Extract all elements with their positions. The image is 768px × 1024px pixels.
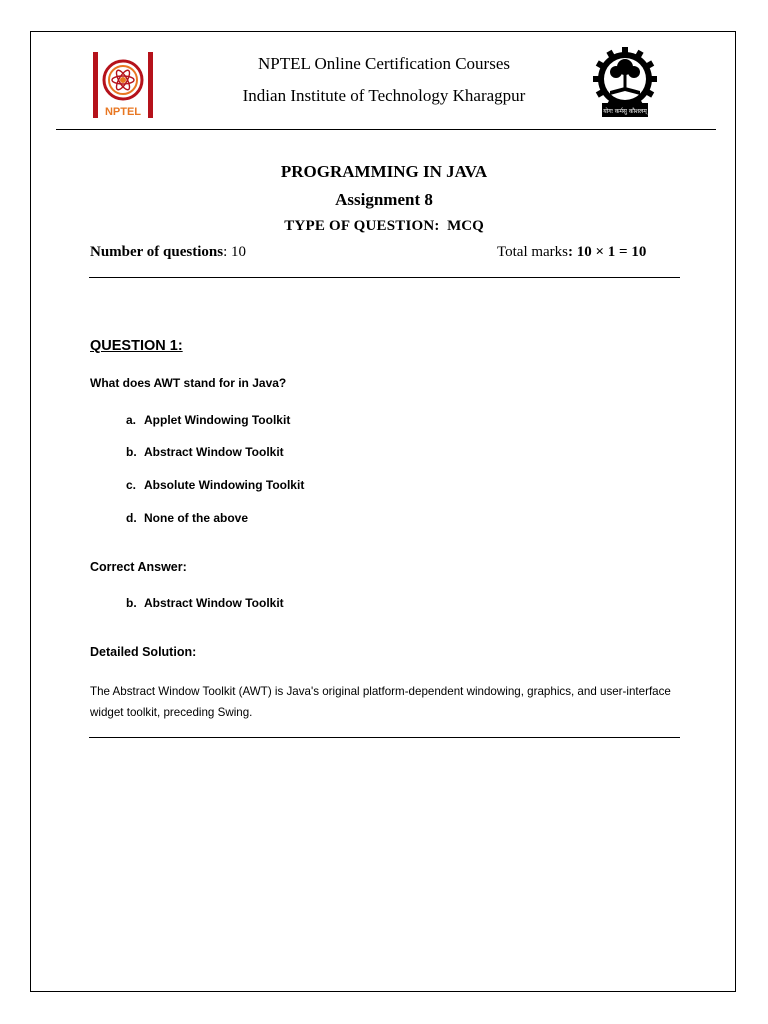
correct-answer: [126, 596, 284, 610]
correct-answer-heading: Correct Answer:: [90, 560, 187, 574]
total-marks: [497, 244, 646, 261]
course-title: PROGRAMMING IN JAVA: [280, 162, 488, 181]
number-of-questions-value: : 10: [223, 244, 246, 260]
total-marks-label: Total marks: [497, 244, 569, 260]
correct-answer-letter: b.: [126, 596, 137, 610]
assignment-title: Assignment 8: [335, 190, 433, 209]
option-c: [126, 478, 304, 492]
iit-logo-motto: योगः कर्मसु कौशलम्: [603, 108, 647, 115]
nptel-logo-text: NPTEL: [104, 106, 142, 118]
option-letter: d.: [126, 511, 137, 525]
option-text: Absolute Windowing Toolkit: [144, 478, 305, 492]
option-letter: a.: [126, 413, 137, 427]
detailed-solution-text: The Abstract Window Toolkit (AWT) is Java's original platform-dependent windowing, graphics, and user-interface widget toolkit, preceding Swing.: [90, 685, 671, 719]
question-heading: QUESTION 1:: [90, 338, 183, 354]
header-institute-name: Indian Institute of Technology Kharagpur: [242, 86, 526, 105]
header-org-name: NPTEL Online Certification Courses: [258, 54, 510, 73]
option-text: Abstract Window Toolkit: [144, 445, 284, 459]
option-letter: c.: [126, 478, 137, 492]
detailed-solution-heading: Detailed Solution:: [90, 645, 197, 659]
option-a: [126, 413, 290, 427]
number-of-questions-label: Number of questions: [90, 244, 224, 260]
question-end-divider: [89, 737, 680, 738]
option-text: Applet Windowing Toolkit: [144, 413, 291, 427]
header-divider: [56, 129, 716, 130]
question-type: [0, 218, 768, 235]
total-marks-value: : 10 × 1 = 10: [568, 244, 647, 260]
question-type-label: TYPE OF QUESTION:: [284, 218, 440, 234]
meta-divider: [89, 277, 680, 278]
option-b: [126, 445, 284, 459]
option-letter: b.: [126, 445, 137, 459]
correct-answer-text: Abstract Window Toolkit: [144, 596, 284, 610]
question-text: What does AWT stand for in Java?: [90, 376, 287, 390]
question-type-value: MCQ: [447, 218, 484, 234]
number-of-questions: [90, 244, 246, 261]
option-text: None of the above: [144, 511, 249, 525]
option-d: [126, 511, 248, 525]
